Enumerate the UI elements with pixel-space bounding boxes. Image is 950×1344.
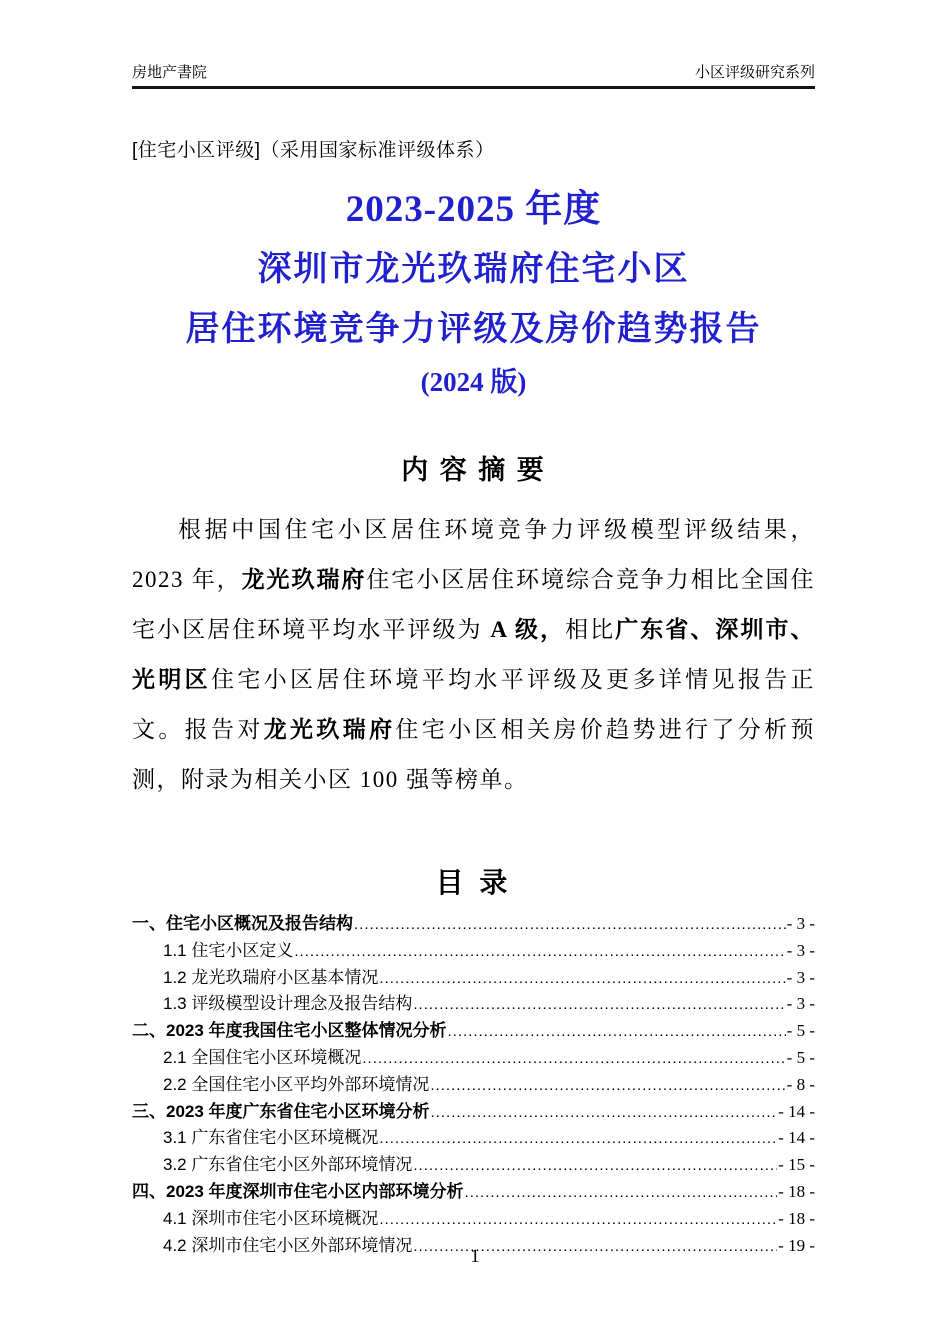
toc-dot-leader xyxy=(431,1100,778,1126)
toc-entry-page[interactable]: - 18 - xyxy=(778,1208,815,1228)
toc-row[interactable] xyxy=(132,1152,815,1179)
toc-entry-page[interactable]: - 3 - xyxy=(786,914,815,933)
toc-entry-label[interactable]: 1.3 评级模型设计理念及报告结构 xyxy=(163,994,413,1014)
toc-row[interactable] xyxy=(132,1072,815,1099)
title-year-range: 2023-2025 年度 xyxy=(345,189,602,230)
toc-entry-label[interactable]: 四、2023 年度深圳市住宅小区内部环境分析 xyxy=(132,1181,464,1201)
toc-entry-page[interactable]: - 3 - xyxy=(786,940,815,960)
title-report-name: 居住环境竞争力评级及房价趋势报告 xyxy=(185,311,762,348)
toc-entry-page[interactable]: - 3 - xyxy=(786,967,815,987)
toc-dot-leader xyxy=(465,1180,778,1206)
abstract-text: 住宅小区居住环境综合竞争力相比全国住宅小区居住环境平均水平评级为 xyxy=(132,567,816,642)
toc-row[interactable] xyxy=(132,1045,815,1072)
toc-list xyxy=(132,911,815,1259)
page-content xyxy=(132,0,815,1259)
toc-entry-page[interactable]: - 5 - xyxy=(786,1047,815,1067)
toc-entry-page[interactable]: - 8 - xyxy=(786,1074,815,1094)
toc-row[interactable] xyxy=(132,991,815,1018)
toc-row[interactable] xyxy=(132,1179,815,1206)
title-block xyxy=(132,188,815,400)
toc-dot-leader xyxy=(294,939,785,965)
header-right-text: 小区评级研究系列 xyxy=(694,64,815,81)
toc-entry-label[interactable]: 4.1 深圳市住宅小区环境概况 xyxy=(163,1208,379,1228)
toc-row[interactable] xyxy=(132,911,815,938)
toc-entry-page[interactable]: - 3 - xyxy=(786,994,815,1014)
toc-entry-label[interactable]: 二、2023 年度我国住宅小区整体情况分析 xyxy=(132,1021,447,1041)
toc-dot-leader xyxy=(379,1207,777,1233)
toc-entry-label[interactable]: 一、住宅小区概况及报告结构 xyxy=(132,914,353,933)
toc-dot-leader xyxy=(448,1019,786,1045)
toc-entry-label[interactable]: 3.1 广东省住宅小区环境概况 xyxy=(163,1128,379,1148)
toc-row[interactable] xyxy=(132,938,815,965)
toc-dot-leader xyxy=(379,1126,777,1152)
abstract-paragraph xyxy=(132,505,815,805)
toc-entry-label[interactable]: 1.2 龙光玖瑞府小区基本情况 xyxy=(163,967,379,987)
abstract-text: 住宅小区相关房价趋势进行了分析预测，附录为相关小区 100 强等榜单。 xyxy=(132,717,816,792)
toc-dot-leader xyxy=(413,1153,777,1179)
rating-system-note: [住宅小区评级]（采用国家标准评级体系） xyxy=(132,140,495,161)
abstract-bold-text: 龙光玖瑞府 xyxy=(263,717,396,742)
abstract-bold-text: 广东省、深圳市、光明区 xyxy=(132,617,816,692)
toc-dot-leader xyxy=(413,992,785,1018)
toc-entry-page[interactable]: - 14 - xyxy=(778,1128,815,1148)
footer-page-number: 1 xyxy=(470,1246,480,1267)
toc-row[interactable] xyxy=(132,1018,815,1045)
toc-entry-page[interactable]: - 18 - xyxy=(778,1181,815,1201)
toc-entry-page[interactable]: - 15 - xyxy=(778,1155,815,1175)
header-left-text: 房地产書院 xyxy=(132,64,208,81)
toc-row[interactable] xyxy=(132,1099,815,1126)
page-header xyxy=(132,0,815,89)
toc-entry-label[interactable]: 2.2 全国住宅小区平均外部环境情况 xyxy=(163,1074,430,1094)
toc-heading: 目 录 xyxy=(435,867,512,898)
toc-row[interactable] xyxy=(132,1206,815,1233)
toc-entry-label[interactable]: 2.1 全国住宅小区环境概况 xyxy=(163,1047,362,1067)
abstract-bold-text: A 级， xyxy=(490,617,566,642)
toc-entry-label[interactable]: 1.1 住宅小区定义 xyxy=(163,940,294,960)
toc-entry-label[interactable]: 4.2 深圳市住宅小区外部环境情况 xyxy=(163,1235,413,1255)
toc-dot-leader xyxy=(362,1046,785,1072)
toc-row[interactable] xyxy=(132,965,815,992)
toc-entry-label[interactable]: 3.2 广东省住宅小区外部环境情况 xyxy=(163,1155,413,1175)
abstract-bold-text: 龙光玖瑞府 xyxy=(241,567,367,592)
abstract-text: 根据中国住宅小区居住环境竞争力评级模型评级结果，2023 年， xyxy=(132,517,815,592)
toc-dot-leader xyxy=(430,1073,785,1099)
title-edition: (2024 版) xyxy=(420,367,527,397)
toc-entry-label[interactable]: 三、2023 年度广东省住宅小区环境分析 xyxy=(132,1101,430,1121)
toc-entry-page[interactable]: - 19 - xyxy=(778,1235,815,1255)
abstract-text: 相比 xyxy=(565,617,616,642)
title-community-name: 深圳市龙光玖瑞府住宅小区 xyxy=(257,251,690,288)
toc-entry-page[interactable]: - 5 - xyxy=(786,1021,815,1041)
abstract-heading: 内 容 摘 要 xyxy=(401,455,546,485)
toc-dot-leader xyxy=(379,966,785,992)
toc-row[interactable] xyxy=(132,1125,815,1152)
abstract-text: 住宅小区居住环境平均水平评级及更多详情见报告正文。报告对 xyxy=(132,667,816,742)
toc-dot-leader xyxy=(354,912,786,938)
toc-entry-page[interactable]: - 14 - xyxy=(778,1101,815,1121)
